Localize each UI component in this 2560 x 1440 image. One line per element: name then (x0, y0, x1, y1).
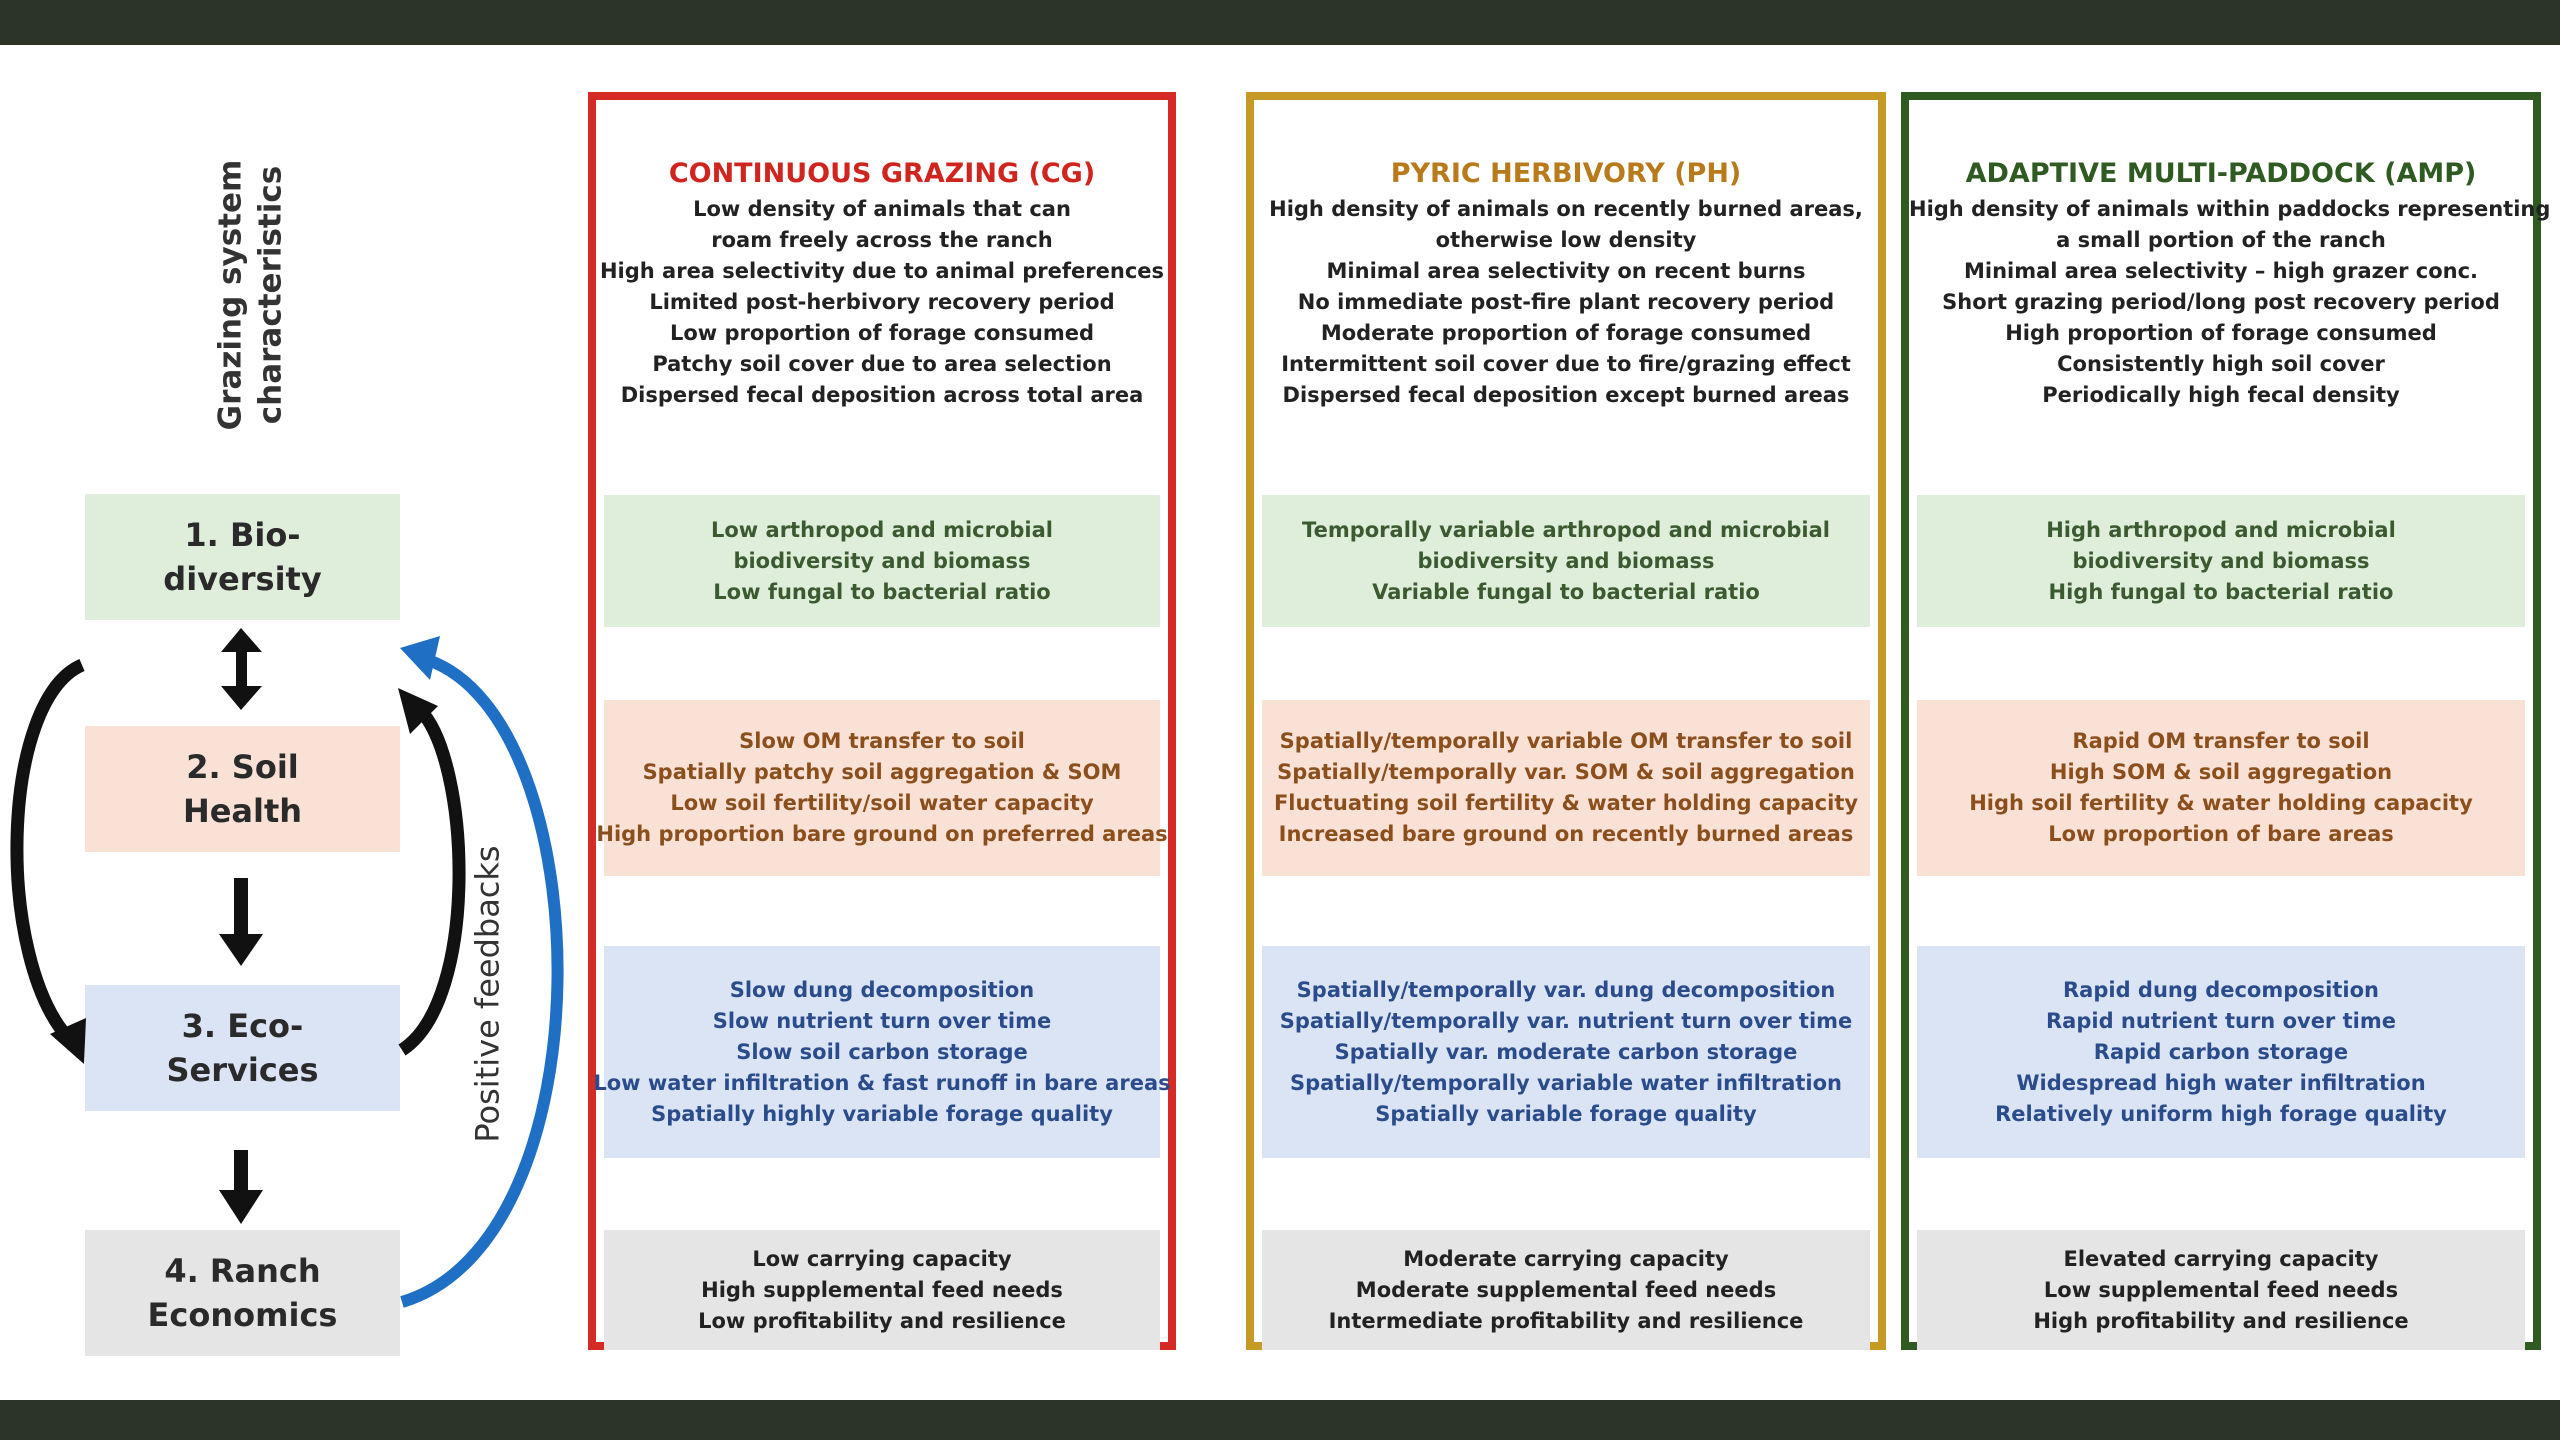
category-soil-health-line1: 2. Soil (186, 748, 299, 786)
category-eco-services-line2: Services (166, 1051, 319, 1089)
soil-health-line: Spatially patchy soil aggregation & SOM (642, 760, 1122, 784)
positive-feedbacks-text: Positive feedbacks (468, 845, 507, 1143)
ranch-economics-line: Low profitability and resilience (698, 1308, 1066, 1333)
eco-services-line: Slow soil carbon storage (736, 1039, 1028, 1064)
system-title: ADAPTIVE MULTI-PADDOCK (AMP) (1965, 158, 2477, 189)
biodiversity-line: Variable fungal to bacterial ratio (1372, 579, 1760, 604)
eco-services-line: Spatially/temporally var. nutrient turn over time (1279, 1008, 1853, 1033)
system-continuous-grazing (588, 92, 1176, 1350)
soil-health-line: High soil fertility & water holding capacity (1969, 791, 2473, 815)
eco-services-line: Low water infiltration & fast runoff in bare areas (593, 1070, 1171, 1095)
characteristic-line: Consistently high soil cover (2057, 352, 2385, 376)
biodiversity-line: High arthropod and microbial (2046, 517, 2396, 542)
eco-services-line: Spatially/temporally var. dung decomposition (1296, 977, 1836, 1002)
characteristic-line: otherwise low density (1435, 228, 1697, 252)
ranch-economics-line: High profitability and resilience (2033, 1308, 2409, 1333)
down-arrow-soil-eco (219, 878, 263, 966)
characteristic-line: roam freely across the ranch (711, 228, 1053, 252)
side-title-line2: characteristics (252, 165, 289, 425)
characteristic-line: Minimal area selectivity – high grazer conc. (1963, 259, 2479, 283)
system-adaptive-multi-paddock (1901, 92, 2551, 1350)
eco-services-line: Slow nutrient turn over time (712, 1008, 1052, 1033)
ranch-economics-line: Low supplemental feed needs (2043, 1277, 2399, 1302)
system-pyric-herbivory (1246, 92, 1886, 1350)
soil-health-line: Spatially/temporally var. SOM & soil aggregation (1277, 760, 1855, 784)
soil-health-line: Low proportion of bare areas (2048, 822, 2394, 846)
biodiversity-block (1262, 495, 1870, 627)
characteristic-line: Patchy soil cover due to area selection (652, 352, 1112, 376)
eco-services-line: Spatially highly variable forage quality (651, 1101, 1113, 1126)
category-ranch-economics-line1: 4. Ranch (164, 1252, 321, 1290)
biodiversity-line: Low fungal to bacterial ratio (713, 579, 1051, 604)
ranch-economics-line: Intermediate profitability and resilience (1328, 1308, 1804, 1333)
category-biodiversity-line2: diversity (163, 560, 322, 598)
ranch-economics-line: Moderate supplemental feed needs (1355, 1277, 1777, 1302)
soil-health-line: Increased bare ground on recently burned areas (1278, 822, 1854, 846)
category-biodiversity-line1: 1. Bio- (184, 516, 301, 554)
eco-services-line: Rapid nutrient turn over time (2046, 1008, 2396, 1033)
side-title-line1: Grazing system (212, 159, 249, 431)
system-characteristics (1909, 194, 2551, 411)
ranch-economics-block (1262, 1230, 1870, 1350)
characteristic-line: Limited post-herbivory recovery period (649, 290, 1115, 314)
eco-services-line: Spatially var. moderate carbon storage (1334, 1039, 1798, 1064)
left-curved-arrow (17, 665, 86, 1064)
biodiversity-line: High fungal to bacterial ratio (2048, 579, 2394, 604)
biodiversity-block (1917, 495, 2525, 627)
characteristic-line: High density of animals within paddocks representing (1909, 197, 2551, 221)
eco-services-block (1262, 946, 1870, 1158)
positive-feedbacks-label (420, 838, 555, 1150)
down-arrow-eco-econ (219, 1150, 263, 1224)
soil-health-line: High proportion bare ground on preferred areas (596, 822, 1168, 846)
ranch-economics-line: Elevated carrying capacity (2063, 1246, 2379, 1271)
characteristic-line: Periodically high fecal density (2042, 383, 2400, 407)
characteristic-line: Minimal area selectivity on recent burns (1326, 259, 1806, 283)
biodiversity-line: Temporally variable arthropod and microbial (1302, 517, 1830, 542)
characteristic-line: High density of animals on recently burned areas, (1269, 197, 1863, 221)
characteristic-line: Low proportion of forage consumed (669, 321, 1095, 345)
ranch-economics-block (604, 1230, 1160, 1350)
soil-health-line: Slow OM transfer to soil (739, 729, 1025, 753)
eco-services-line: Spatially/temporally variable water infiltration (1289, 1070, 1843, 1095)
eco-services-line: Slow dung decomposition (729, 977, 1035, 1002)
system-header (596, 154, 1168, 411)
category-arrows (0, 0, 600, 1440)
soil-health-line: High SOM & soil aggregation (2049, 760, 2393, 784)
double-arrow-bio-soil (221, 628, 262, 710)
category-eco-services-line1: 3. Eco- (181, 1007, 304, 1045)
ranch-economics-line: Moderate carrying capacity (1403, 1246, 1729, 1271)
biodiversity-line: biodiversity and biomass (733, 548, 1031, 573)
system-header (1909, 154, 2551, 411)
characteristic-line: Short grazing period/long post recovery period (1942, 290, 2500, 314)
soil-health-block (1917, 700, 2525, 876)
soil-health-block (596, 700, 1168, 876)
biodiversity-line: Low arthropod and microbial (711, 517, 1053, 542)
characteristic-line: Low density of animals that can (693, 197, 1071, 221)
soil-health-line: Rapid OM transfer to soil (2072, 729, 2370, 753)
characteristic-line: No immediate post-fire plant recovery period (1297, 290, 1835, 314)
eco-services-line: Rapid carbon storage (2093, 1039, 2349, 1064)
system-title: PYRIC HERBIVORY (PH) (1390, 158, 1742, 189)
eco-services-block (593, 946, 1171, 1158)
soil-health-line: Low soil fertility/soil water capacity (670, 791, 1094, 815)
system-characteristics (1254, 194, 1878, 411)
characteristic-line: High proportion of forage consumed (2005, 321, 2437, 345)
system-header (1254, 154, 1878, 411)
eco-services-line: Spatially variable forage quality (1375, 1101, 1757, 1126)
characteristic-line: Moderate proportion of forage consumed (1320, 321, 1812, 345)
system-characteristics (596, 194, 1168, 411)
eco-services-line: Widespread high water infiltration (2016, 1070, 2426, 1095)
characteristic-line: a small portion of the ranch (2056, 228, 2386, 252)
soil-health-line: Spatially/temporally variable OM transfer to soil (1279, 729, 1853, 753)
eco-services-block (1917, 946, 2525, 1158)
soil-health-block (1262, 700, 1870, 876)
soil-health-line: Fluctuating soil fertility & water holding capacity (1273, 791, 1859, 815)
characteristic-line: High area selectivity due to animal preferences (599, 259, 1165, 283)
eco-services-line: Rapid dung decomposition (2063, 977, 2379, 1002)
characteristic-line: Dispersed fecal deposition except burned areas (1282, 383, 1850, 407)
eco-services-line: Relatively uniform high forage quality (1995, 1101, 2447, 1126)
characteristic-line: Intermittent soil cover due to fire/grazing effect (1281, 352, 1851, 376)
biodiversity-line: biodiversity and biomass (1417, 548, 1715, 573)
biodiversity-line: biodiversity and biomass (2072, 548, 2370, 573)
biodiversity-block (604, 495, 1160, 627)
characteristic-line: Dispersed fecal deposition across total area (620, 383, 1144, 407)
system-title: CONTINUOUS GRAZING (CG) (668, 158, 1096, 189)
ranch-economics-line: High supplemental feed needs (701, 1277, 1063, 1302)
category-soil-health-line2: Health (182, 792, 303, 830)
category-ranch-economics-line2: Economics (147, 1296, 338, 1334)
ranch-economics-line: Low carrying capacity (752, 1246, 1012, 1271)
ranch-economics-block (1917, 1230, 2525, 1350)
